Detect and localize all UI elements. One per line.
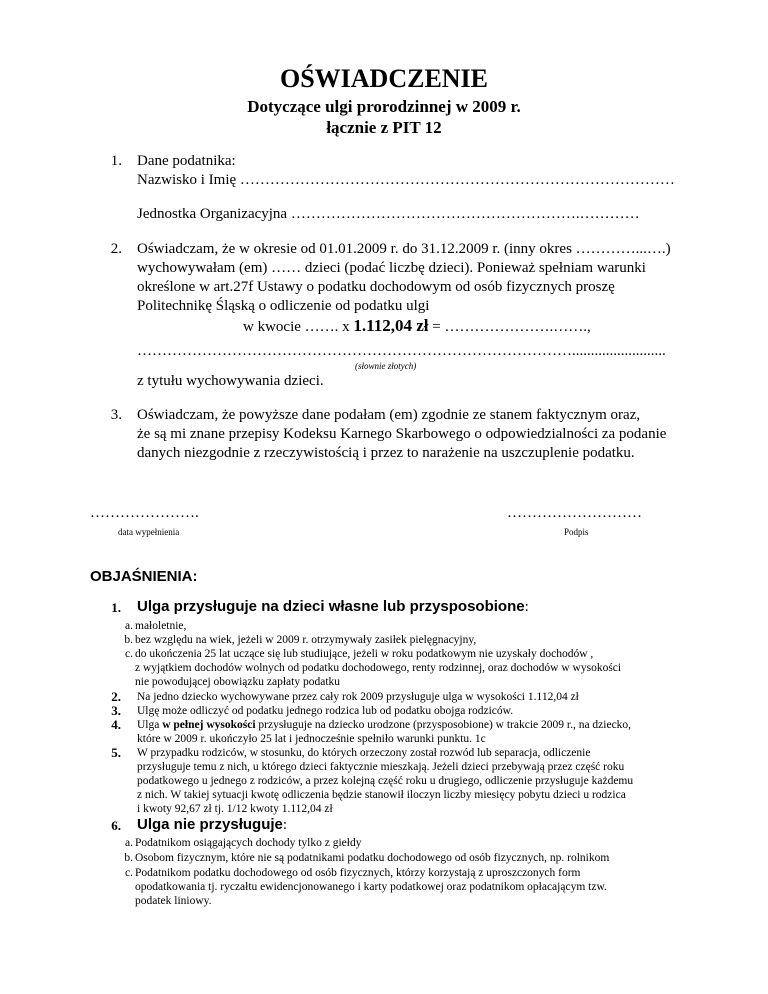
sub-item-text: nie powodującej obowiązku zapłaty podatku: [135, 676, 341, 688]
sub-label: c.: [125, 648, 133, 660]
explanation-2-text: Na jedno dziecko wychowywane przez cały rok 2009 przysługuje ulga w wysokości 1.112,04 zł: [137, 691, 579, 703]
sub-label: a.: [125, 837, 133, 849]
explanation-4-number: 4.: [111, 717, 121, 732]
amount-line: [243, 316, 591, 337]
explanation-5-text: podatkowego u jednego z rodziców, a przez kolejną część roku u drugiego, odliczenie przysługuje każdemu: [137, 775, 634, 787]
explanation-4-text: które w 2009 r. ukończyło 25 lat i jednocześnie spełniło warunki punktu. 1c: [137, 733, 486, 745]
signature-field-label: Podpis: [564, 527, 589, 537]
explanation-4-text: Ulga w pełnej wysokości przysługuje na dziecko urodzone (przysposobione) w trakcie 2009 r., na dziecko,: [137, 719, 632, 731]
sub-item-text: opodatkowania tj. ryczałtu ewidencjonowanego i karty podatkowej oraz podatnikom opłacającym tzw.: [135, 881, 607, 893]
section-2-line: określone w art.27f Ustawy o podatku dochodowym od osób fizycznych proszę: [137, 279, 615, 295]
section-2-number: 2.: [110, 241, 122, 257]
explanations-heading: OBJAŚNIENIA:: [90, 568, 198, 585]
sub-item-text: Podatnikom osiągających dochody tylko z giełdy: [135, 837, 362, 849]
sub-item-text: małoletnie,: [135, 620, 187, 632]
explanation-3-text: Ulgę może odliczyć od podatku jednego rodzica lub od podatku obojga rodziców.: [137, 705, 514, 717]
explanation-5-text: przysługuje temu z nich, u którego dzieci faktycznie mieszkają. Jeżeli dzieci przebywają przez część roku: [137, 761, 625, 773]
sub-item-text: bez względu na wiek, jeżeli w 2009 r. otrzymywały zasiłek pielęgnacyjny,: [135, 634, 477, 646]
sub-label: b.: [124, 634, 133, 646]
amount-in-words-line: …………………………………………………………………………….........................: [137, 343, 666, 359]
unit-field-line: Jednostka Organizacyjna ………………………………………………….…………: [137, 206, 640, 222]
explanation-1-heading: Ulga przysługuje na dzieci własne lub przysposobione:: [137, 598, 529, 615]
sub-label: c.: [125, 867, 133, 879]
subtitle-line-1: Dotyczące ulgi prorodzinnej w 2009 r.: [247, 97, 521, 116]
sub-label: b.: [124, 852, 133, 864]
section-2-line: Politechnikę Śląską o odliczenie od podatku ulgi: [137, 298, 430, 314]
explanation-3-number: 3.: [111, 703, 121, 718]
sub-item-text: podatek liniowy.: [135, 895, 212, 907]
purpose-text: z tytułu wychowywania dzieci.: [137, 373, 324, 389]
explanation-1-number: 1.: [111, 600, 121, 615]
explanation-6-heading: Ulga nie przysługuje:: [137, 816, 288, 833]
document-title: OŚWIADCZENIE: [279, 64, 489, 93]
explanation-2-number: 2.: [111, 689, 121, 704]
amount-prefix: w kwocie ……. x: [243, 319, 350, 335]
sub-item-text: Osobom fizycznym, które nie są podatnikami podatku dochodowego od osób fizycznych, np. rolnikom: [135, 852, 610, 864]
section-2-line: wychowywałam (em) …… dzieci (podać liczbę dzieci). Ponieważ spełniam warunki: [137, 260, 646, 276]
section-3-number: 3.: [110, 407, 122, 423]
section-3-line: danych niezgodnie z rzeczywistością i przez to narażenie na uszczuplenie podatku.: [137, 445, 635, 461]
sub-item-text: z wyjątkiem dochodów wolnych od podatku dochodowego, renty rodzinnej, oraz dochodów w wysokości: [135, 662, 622, 674]
sub-label: a.: [125, 620, 133, 632]
signature-field-line: ………………………: [507, 505, 642, 521]
explanation-5-text: i kwoty 92,67 zł tj. 1/12 kwoty 1.112,04 zł: [137, 803, 333, 815]
date-field-line: ………………….: [90, 505, 199, 521]
section-3-line: że są mi znane przepisy Kodeksu Karnego Skarbowego o odpowiedzialności za podanie: [137, 426, 667, 442]
section-1-label: Dane podatnika:: [137, 153, 236, 169]
section-1-number: 1.: [110, 153, 122, 169]
section-3-line: Oświadczam, że powyższe dane podałam (em) zgodnie ze stanem faktycznym oraz,: [137, 407, 641, 423]
date-field-label: data wypełnienia: [118, 527, 180, 537]
amount-suffix: = ………………….…….,: [432, 319, 591, 335]
explanation-6-number: 6.: [111, 818, 121, 833]
amount-in-words-hint: (słownie złotych): [355, 361, 417, 371]
name-field-line: Nazwisko i Imię ……………………………………………………………………………: [137, 172, 675, 188]
amount-value: 1.112,04 zł: [353, 316, 429, 335]
explanation-5-number: 5.: [111, 745, 121, 760]
explanation-5-text: W przypadku rodziców, w stosunku, do których orzeczony został rozwód lub separacja, odliczenie: [137, 747, 591, 759]
section-2-line: Oświadczam, że w okresie od 01.01.2009 r. do 31.12.2009 r. (inny okres …………...….): [137, 241, 671, 257]
sub-item-text: Podatnikom podatku dochodowego od osób fizycznych, którzy korzystają z uproszczonych form: [135, 867, 581, 879]
explanation-5-text: z nich. W takiej sytuacji kwotę odliczenia będzie stanowił iloczyn liczby miesięcy pobytu dzieci u rodzica: [137, 789, 626, 801]
sub-item-text: do ukończenia 25 lat uczące się lub studiujące, jeżeli w roku podatkowym nie uzyskały dochodów ,: [135, 648, 594, 660]
subtitle-line-2: łącznie z PIT 12: [326, 118, 442, 137]
